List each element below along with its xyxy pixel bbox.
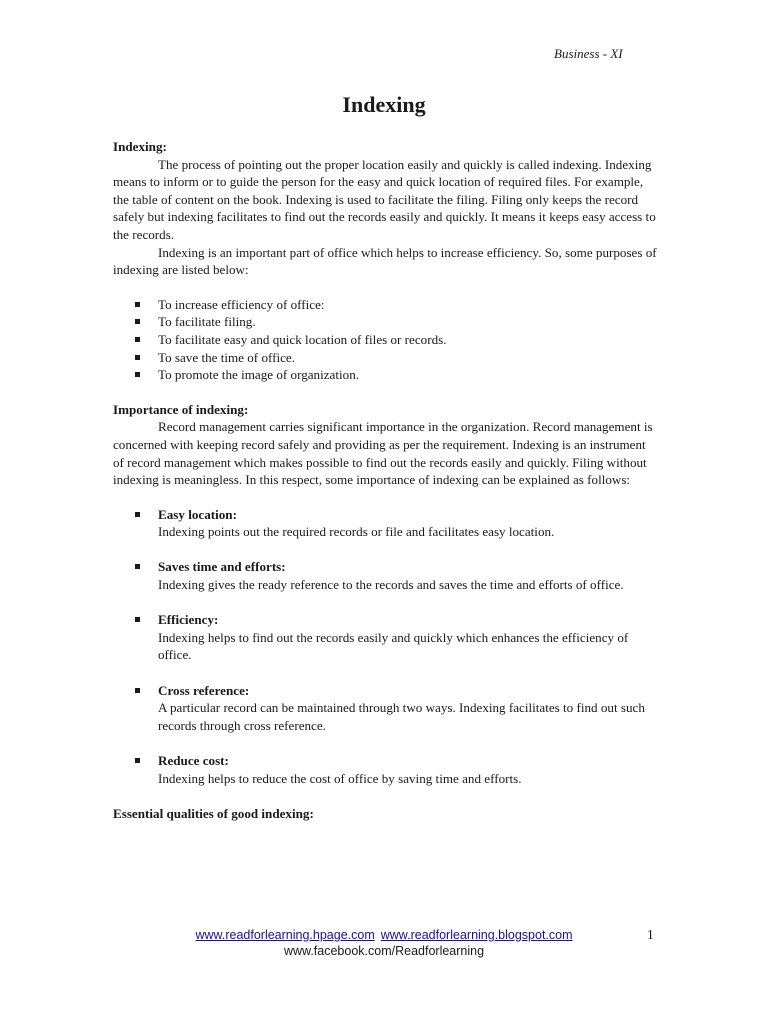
section-heading-importance: Importance of indexing: bbox=[113, 401, 249, 417]
list-item-text: Indexing helps to find out the records easily and quickly which enhances the efficiency of office. bbox=[158, 629, 629, 663]
bullet-icon bbox=[135, 372, 140, 377]
bullet-icon bbox=[135, 319, 140, 324]
list-item-text: To promote the image of organization. bbox=[158, 367, 360, 383]
document-body bbox=[113, 138, 658, 822]
section-heading-indexing: Indexing: bbox=[113, 139, 167, 154]
bullet-icon bbox=[135, 564, 140, 569]
list-item-text: A particular record can be maintained through two ways. Indexing facilitates to find out such records through cross reference. bbox=[158, 700, 645, 733]
list-item-title: Easy location: bbox=[158, 506, 237, 522]
list-item bbox=[113, 296, 658, 314]
list-item-text: Indexing gives the ready reference to the records and saves the time and efforts of office. bbox=[158, 577, 624, 593]
list-item bbox=[113, 349, 658, 367]
list-item-text: To facilitate filing. bbox=[158, 314, 256, 330]
bullet-icon bbox=[135, 758, 140, 763]
list-item-text: To facilitate easy and quick location of files or records. bbox=[158, 331, 447, 347]
list-item bbox=[113, 558, 658, 593]
list-item-title: Efficiency: bbox=[158, 612, 219, 628]
paragraph-importance: Record management carries significant importance in the organization. Record management is concerned with keeping record safely and providing as per the requirement. Indexing is an instrument of record management which makes possible to find out the records easily and quickly. Filing without indexing is meaningless. In this respect, some importance of indexing can be explained as follows: bbox=[113, 419, 653, 488]
page-title: Indexing bbox=[342, 92, 426, 117]
purposes-list bbox=[113, 296, 658, 384]
bullet-icon bbox=[135, 302, 140, 307]
list-item bbox=[113, 506, 658, 541]
footer-link-blogspot[interactable]: www.readforlearning.blogspot.com bbox=[380, 928, 573, 942]
section-heading-qualities: Essential qualities of good indexing: bbox=[113, 805, 314, 821]
list-item bbox=[113, 366, 658, 384]
list-item-text: To increase efficiency of office: bbox=[158, 296, 325, 312]
list-item-title: Reduce cost: bbox=[158, 753, 229, 768]
list-item-text: Indexing points out the required records or file and facilitates easy location. bbox=[158, 524, 555, 540]
list-item-title: Saves time and efforts: bbox=[158, 559, 286, 575]
bullet-icon bbox=[135, 337, 140, 342]
bullet-icon bbox=[135, 512, 140, 517]
list-item bbox=[113, 752, 658, 787]
list-item bbox=[113, 611, 658, 664]
list-item-title: Cross reference: bbox=[158, 682, 250, 698]
bullet-icon bbox=[135, 355, 140, 360]
list-item-text: To save the time of office. bbox=[158, 349, 296, 365]
footer-link-hpage[interactable]: www.readforlearning.hpage.com bbox=[195, 928, 375, 942]
importance-list bbox=[113, 506, 658, 788]
paragraph-indexing-definition: The process of pointing out the proper location easily and quickly is called indexing. Indexing means to inform or to guide the person for the easy and quick location of required files. For example, the table of content on the book. Indexing is used to facilitate the filing. Filing only keeps the record safely but indexing facilitates to find out the records easily and quickly. It means it keeps easy access to the records. bbox=[113, 156, 656, 242]
bullet-icon bbox=[135, 688, 140, 693]
list-item bbox=[113, 682, 658, 735]
page-number: 1 bbox=[647, 927, 654, 942]
bullet-icon bbox=[135, 617, 140, 622]
list-item bbox=[113, 331, 658, 349]
running-header: Business - XI bbox=[554, 46, 623, 61]
footer-facebook: www.facebook.com/Readforlearning bbox=[283, 944, 485, 958]
list-item-text: Indexing helps to reduce the cost of office by saving time and efforts. bbox=[158, 770, 522, 786]
paragraph-indexing-purposes-intro: Indexing is an important part of office which helps to increase efficiency. So, some purposes of indexing are listed below: bbox=[113, 244, 657, 278]
list-item bbox=[113, 313, 658, 331]
